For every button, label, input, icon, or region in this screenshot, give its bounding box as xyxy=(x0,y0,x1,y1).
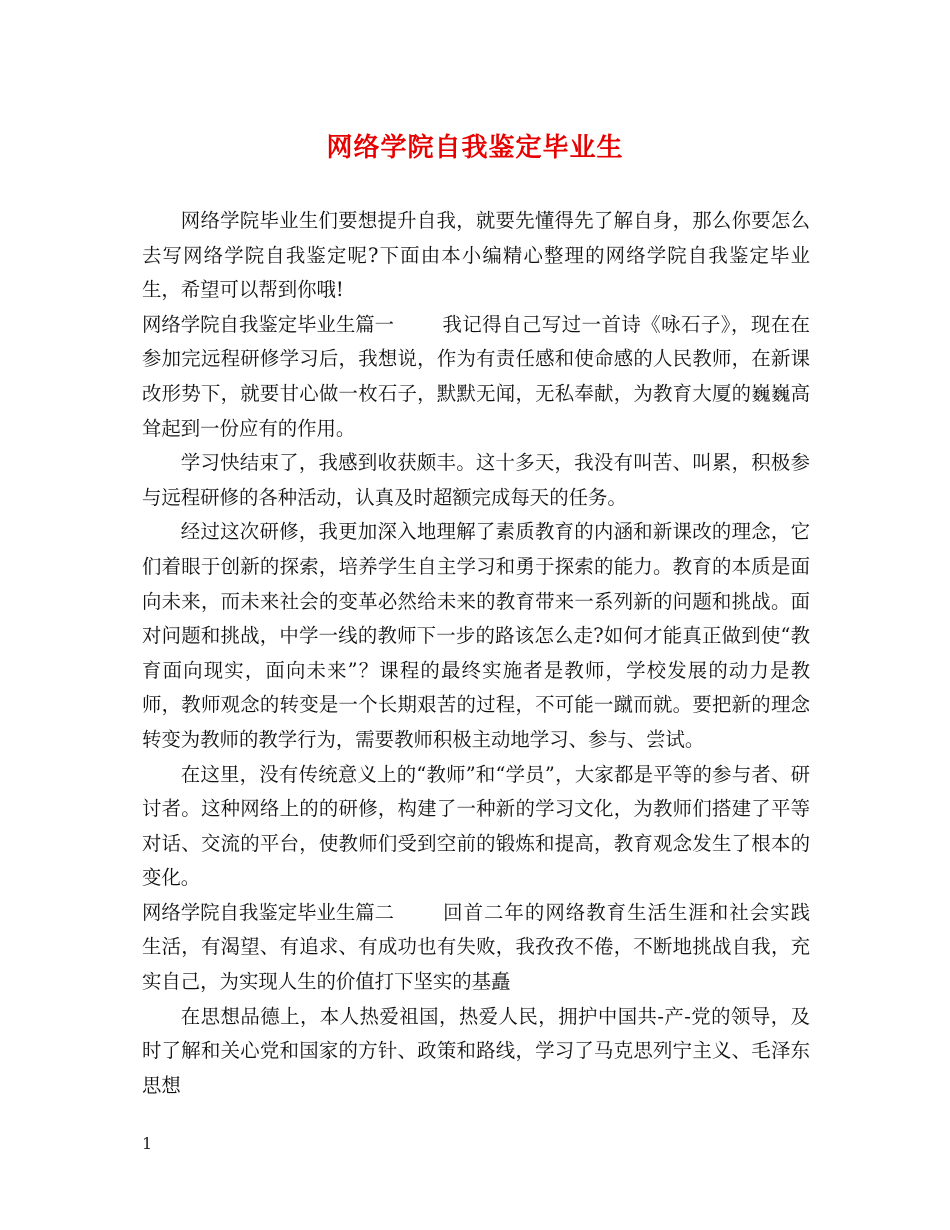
page-number: 1 xyxy=(142,1134,153,1153)
document-body xyxy=(142,204,810,1103)
document-title: 网络学院自我鉴定毕业生 xyxy=(326,133,624,163)
paragraph-ideology: 在思想品德上，本人热爱祖国，热爱人民，拥护中国共-产-党的领导，及时了解和关心党和国家的方针、政策和路线，学习了马克思列宁主义、毛泽东思想 xyxy=(142,1004,810,1097)
intro-paragraph: 网络学院毕业生们要想提升自我，就要先懂得先了解自身，那么你要怎么去写网络学院自我鉴定呢?下面由本小编精心整理的网络学院自我鉴定毕业生，希望可以帮到你哦! xyxy=(142,209,810,302)
section-one-heading: 网络学院自我鉴定毕业生篇一 xyxy=(142,312,395,336)
paragraph-equal-participants: 在这里，没有传统意义上的“教师”和“学员”，大家都是平等的参与者、研讨者。这种网络上的的研修，构建了一种新的学习文化，为教师们搭建了平等对话、交流的平台，使教师们受到空前的锻炼和提高，教育观念发生了根本的变化。 xyxy=(142,762,810,890)
section-one-paragraph xyxy=(142,308,810,446)
section-one-text: 我记得自己写过一首诗《咏石子》，现在在参加完远程研修学习后，我想说，作为有责任感和使命感的人民教师，在新课改形势下，就要甘心做一枚石子，默默无闻，无私奉献，为教育大厦的巍巍高耸起到一份应有的作用。 xyxy=(142,312,810,440)
paragraph-study-summary: 学习快结束了，我感到收获颇丰。这十多天，我没有叫苦、叫累，积极参与远程研修的各种活动，认真及时超额完成每天的任务。 xyxy=(142,451,810,509)
section-two-heading: 网络学院自我鉴定毕业生篇二 xyxy=(142,900,395,924)
section-two-text: 回首二年的网络教育生活生涯和社会实践生活，有渴望、有追求、有成功也有失败，我孜孜不倦，不断地挑战自我，充实自己，为实现人生的价值打下坚实的基矗 xyxy=(142,900,810,994)
paragraph-reform-understanding: 经过这次研修，我更加深入地理解了素质教育的内涵和新课改的理念，它们着眼于创新的探索，培养学生自主学习和勇于探索的能力。教育的本质是面向未来，而未来社会的变革必然给未来的教育带来一系列新的问题和挑战。面对问题和挑战，中学一线的教师下一步的路该怎么走?如何才能真正做到使“教育面向现实，面向未来”？课程的最终实施者是教师，学校发展的动力是教师，教师观念的转变是一个长期艰苦的过程，不可能一蹴而就。要把新的理念转变为教师的教学行为，需要教师积极主动地学习、参与、尝试。 xyxy=(142,520,810,751)
section-two-paragraph xyxy=(142,896,810,1000)
